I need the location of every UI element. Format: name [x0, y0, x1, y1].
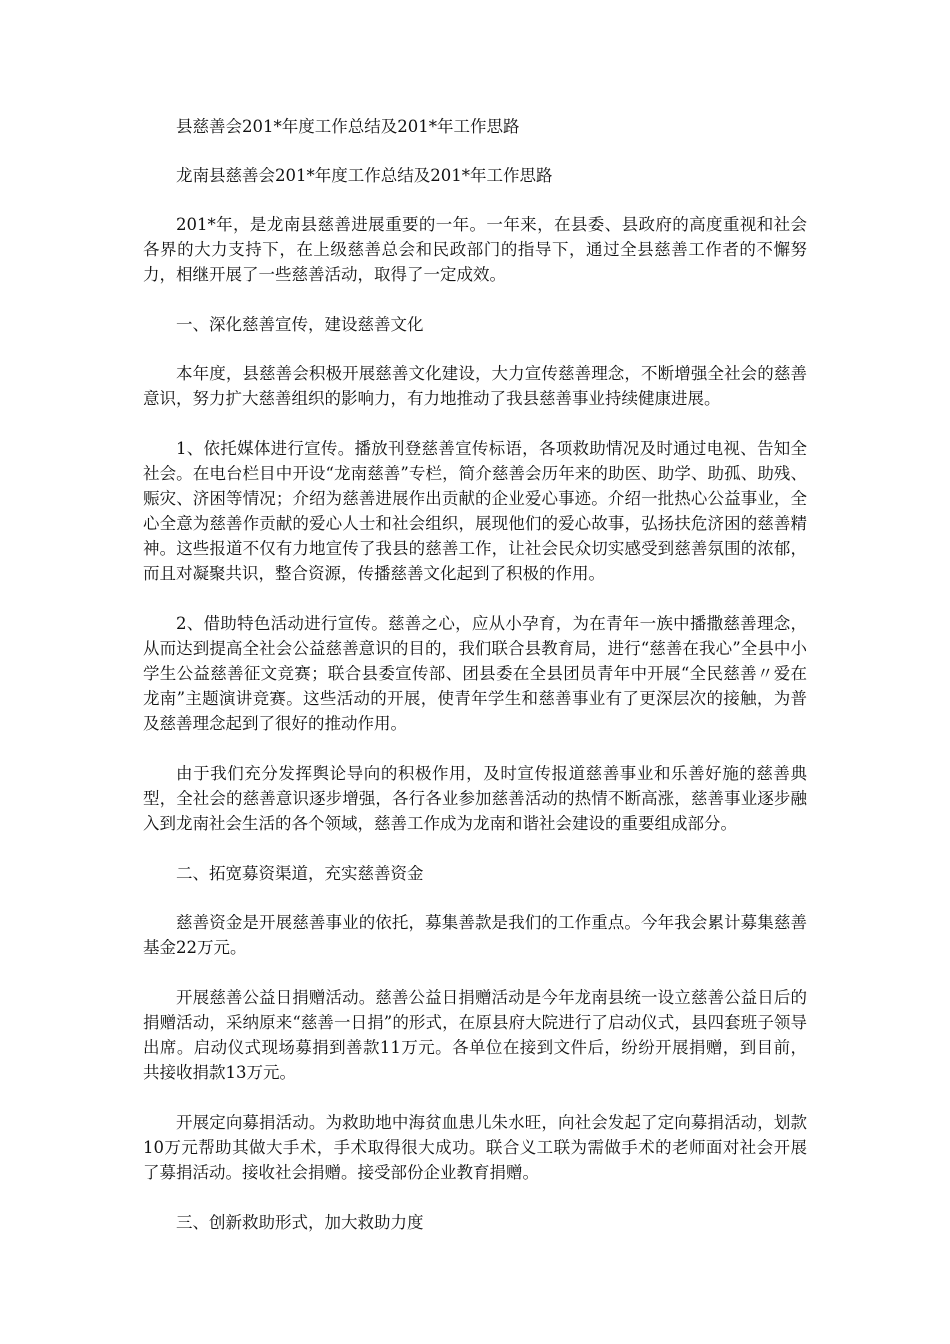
section-1-paragraph-3: 2、借助特色活动进行宣传。慈善之心，应从小孕育，为在青年一族中播撒慈善理念，从而达到提高全社会公益慈善意识的目的，我们联合县教育局，进行“慈善在我心”全县中小学生公益慈善征文竞赛；联合县委宣传部、团县委在全县团员青年中开展“全民慈善〃爱在龙南”主题演讲竞赛。这些活动的开展，使青年学生和慈善事业有了更深层次的接触，为普及慈善理念起到了很好的推动作用。: [143, 614, 807, 733]
section-2-heading: 二、拓宽募资渠道，充实慈善资金: [176, 864, 424, 883]
section-1-paragraph-4: 由于我们充分发挥舆论导向的积极作用，及时宣传报道慈善事业和乐善好施的慈善典型，全社会的慈善意识逐步增强，各行各业参加慈善活动的热情不断高涨，慈善事业逐步融入到龙南社会生活的各个领域，慈善工作成为龙南和谐社会建设的重要组成部分。: [143, 764, 807, 833]
document-page: [143, 114, 807, 1259]
document-title: 县慈善会201*年度工作总结及201*年工作思路: [176, 117, 520, 136]
section-3-heading: 三、创新救助形式，加大救助力度: [176, 1213, 424, 1232]
section-2-paragraph-1: 慈善资金是开展慈善事业的依托，募集善款是我们的工作重点。今年我会累计募集慈善基金22万元。: [143, 913, 807, 957]
document-subtitle: 龙南县慈善会201*年度工作总结及201*年工作思路: [176, 166, 553, 185]
section-2-paragraph-3: 开展定向募捐活动。为救助地中海贫血患儿朱水旺，向社会发起了定向募捐活动，划款10万元帮助其做大手术，手术取得很大成功。联合义工联为需做手术的老师面对社会开展了募捐活动。接收社会捐赠。接受部份企业教育捐赠。: [143, 1113, 807, 1182]
intro-paragraph: 201*年，是龙南县慈善进展重要的一年。一年来，在县委、县政府的高度重视和社会各界的大力支持下，在上级慈善总会和民政部门的指导下，通过全县慈善工作者的不懈努力，相继开展了一些慈善活动，取得了一定成效。: [143, 215, 807, 284]
section-1-paragraph-1: 本年度，县慈善会积极开展慈善文化建设，大力宣传慈善理念，不断增强全社会的慈善意识，努力扩大慈善组织的影响力，有力地推动了我县慈善事业持续健康进展。: [143, 364, 807, 408]
section-1-heading: 一、深化慈善宣传，建设慈善文化: [176, 315, 424, 334]
section-2-paragraph-2: 开展慈善公益日捐赠活动。慈善公益日捐赠活动是今年龙南县统一设立慈善公益日后的捐赠活动，采纳原来“慈善一日捐”的形式，在原县府大院进行了启动仪式，县四套班子领导出席。启动仪式现场募捐到善款11万元。各单位在接到文件后，纷纷开展捐赠，到目前，共接收捐款13万元。: [143, 988, 807, 1082]
section-1-paragraph-2: 1、依托媒体进行宣传。播放刊登慈善宣传标语，各项救助情况及时通过电视、告知全社会。在电台栏目中开设“龙南慈善”专栏，简介慈善会历年来的助医、助学、助孤、助残、赈灾、济困等情况；介绍为慈善进展作出贡献的企业爱心事迹。介绍一批热心公益事业，全心全意为慈善作贡献的爱心人士和社会组织，展现他们的爱心故事，弘扬扶危济困的慈善精神。这些报道不仅有力地宣传了我县的慈善工作，让社会民众切实感受到慈善氛围的浓郁，而且对凝聚共识，整合资源，传播慈善文化起到了积极的作用。: [143, 439, 807, 583]
